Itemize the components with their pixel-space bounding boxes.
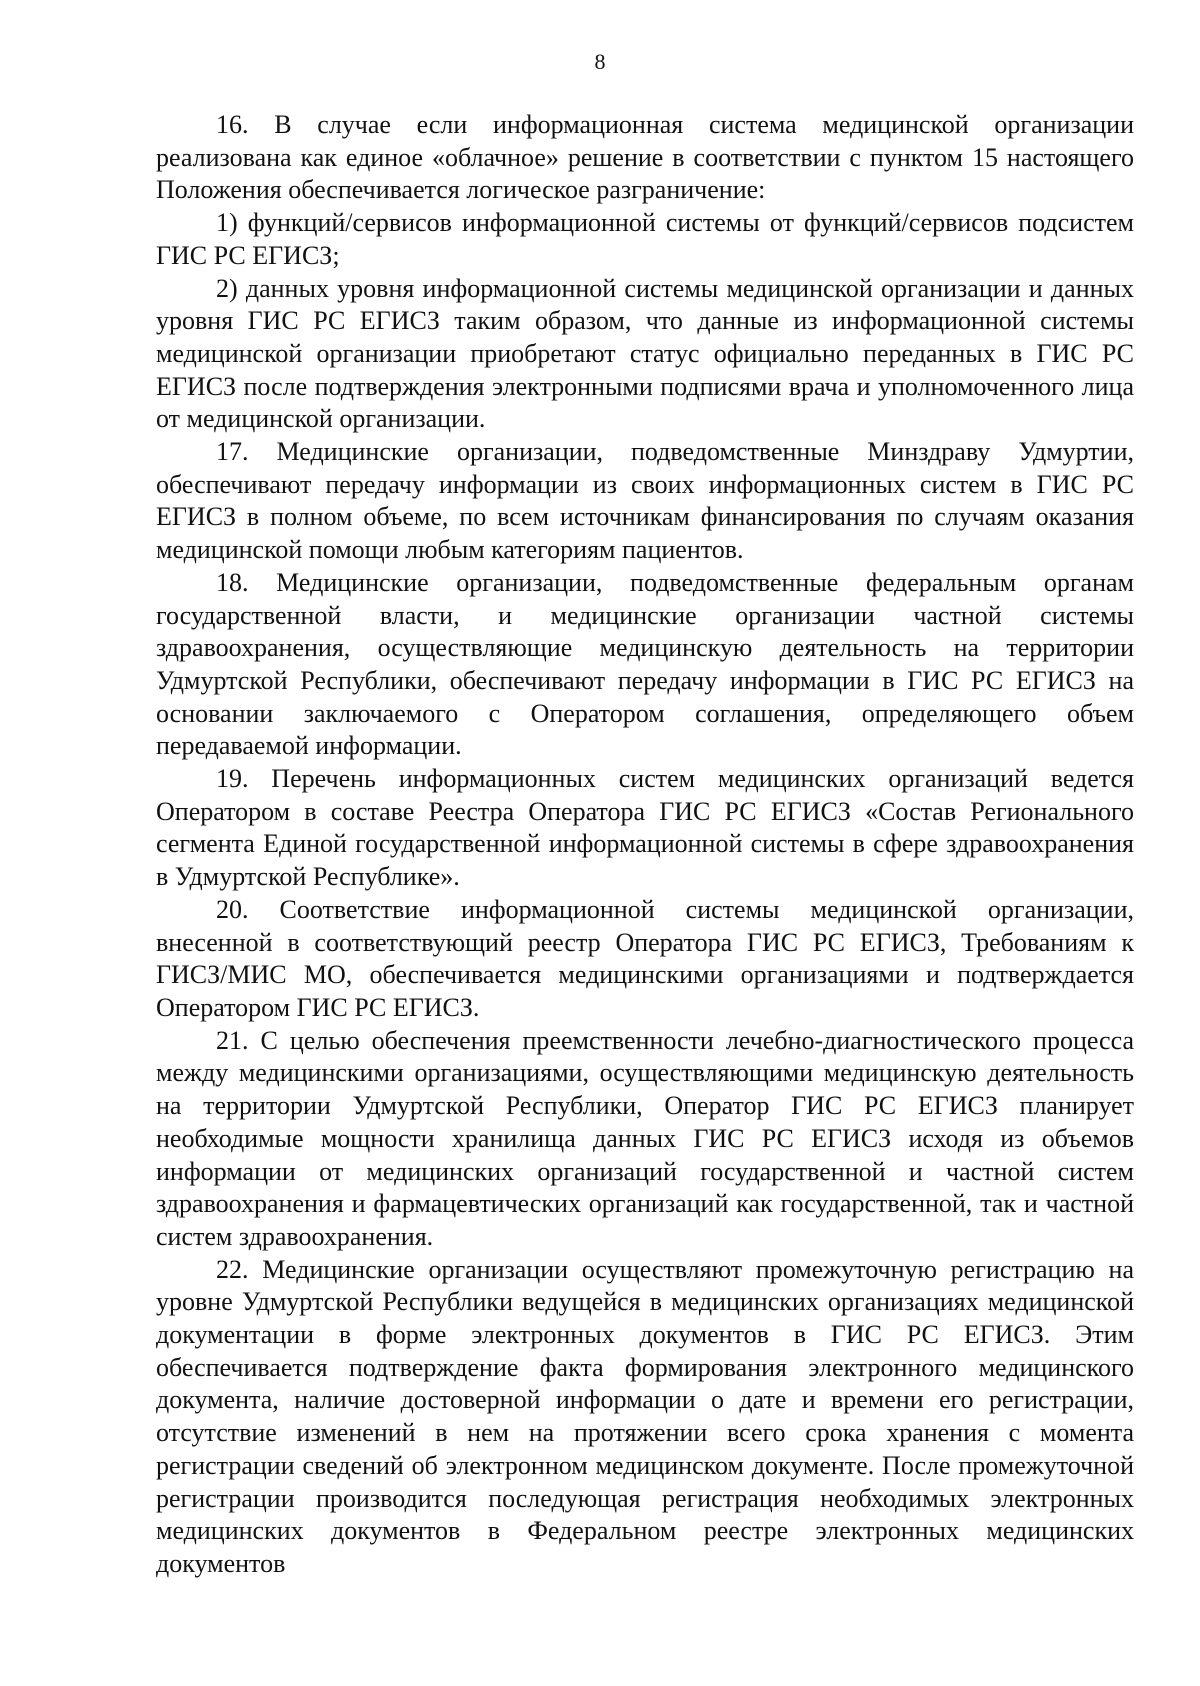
paragraph-20: 20. Соответствие информационной системы медицинской организации, внесенной в соответствующий реестр Оператора ГИС РС ЕГИСЗ, Требованиям к ГИСЗ/МИС МО, обеспечивается медицинскими организациями и подтверждается Оператором ГИС РС ЕГИСЗ. <box>156 894 1134 1022</box>
paragraph-16-item-1: 1) функций/сервисов информационной системы от функций/сервисов подсистем ГИС РС ЕГИСЗ; <box>156 208 1134 270</box>
page-number: 8 <box>594 49 606 74</box>
paragraph-21: 21. С целью обеспечения преемственности лечебно-диагностического процесса между медицинскими организациями, осуществляющими медицинскую деятельность на территории Удмуртской Республики, Оператор ГИС РС ЕГИСЗ планирует необходимые мощности хранилища данных ГИС РС ЕГИСЗ исходя из объемов информации от медицинских организаций государственной и частной систем здравоохранения и фармацевтических организаций как государственной, так и частной систем здравоохранения. <box>156 1025 1134 1251</box>
paragraph-16-item-2: 2) данных уровня информационной системы медицинской организации и данных уровня ГИС РС ЕГИСЗ таким образом, что данные из информационной системы медицинской организации приобретают статус официально переданных в ГИС РС ЕГИСЗ после подтверждения электронными подписями врача и уполномоченного лица от медицинской организации. <box>156 273 1134 434</box>
paragraph-16: 16. В случае если информационная система медицинской организации реализована как единое «облачное» решение в соответствии с пунктом 15 настоящего Положения обеспечивается логическое разграничение: <box>156 110 1134 205</box>
paragraph-17: 17. Медицинские организации, подведомственные Минздраву Удмуртии, обеспечивают передачу информации из своих информационных систем в ГИС РС ЕГИСЗ в полном объеме, по всем источникам финансирования по случаям оказания медицинской помощи любым категориям пациентов. <box>156 437 1134 565</box>
paragraph-19: 19. Перечень информационных систем медицинских организаций ведется Оператором в составе Реестра Оператора ГИС РС ЕГИСЗ «Состав Регионального сегмента Единой государственной информационной системы в сфере здравоохранения в Удмуртской Республике». <box>156 764 1134 892</box>
paragraph-18: 18. Медицинские организации, подведомственные федеральным органам государственной власти, и медицинские организации частной системы здравоохранения, осуществляющие медицинскую деятельность на территории Удмуртской Республики, обеспечивают передачу информации в ГИС РС ЕГИСЗ на основании заключаемого с Оператором соглашения, определяющего объем передаваемой информации. <box>156 567 1134 761</box>
paragraph-22: 22. Медицинские организации осуществляют промежуточную регистрацию на уровне Удмуртской Республики ведущейся в медицинских организациях медицинской документации в форме электронных документов в ГИС РС ЕГИСЗ. Этим обеспечивается подтверждение факта формирования электронного медицинского документа, наличие достоверной информации о дате и времени его регистрации, отсутствие изменений в нем на протяжении всего срока хранения с момента регистрации сведений об электронном медицинском документе. После промежуточной регистрации производится последующая регистрация необходимых электронных медицинских документов в Федеральном реестре электронных медицинских документов <box>156 1254 1134 1578</box>
document-body <box>156 109 1134 1581</box>
